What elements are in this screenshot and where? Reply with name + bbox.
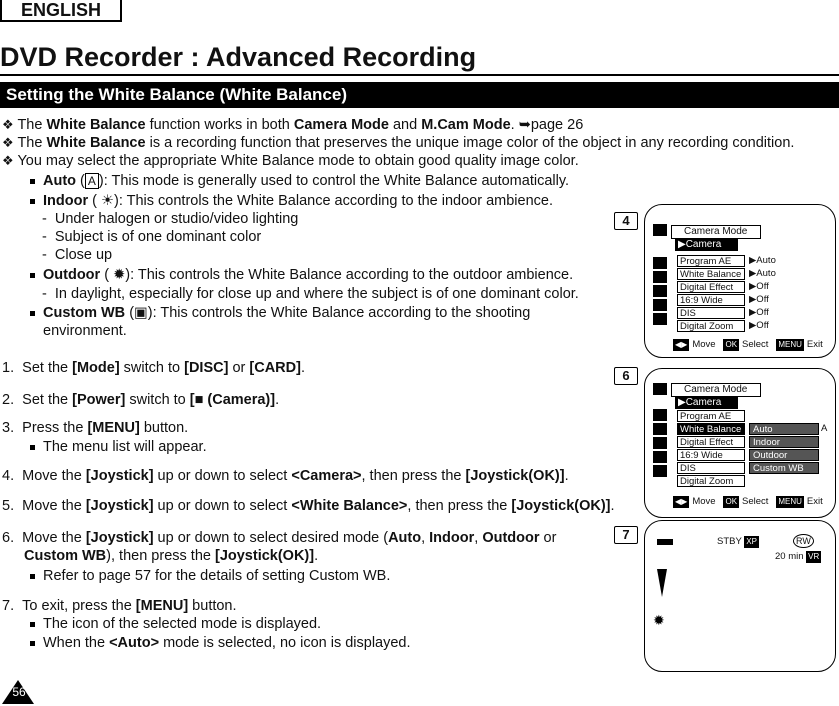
vr-badge: VR: [808, 552, 820, 561]
text: Refer to page 57 for the details of setting Custom WB.: [43, 568, 391, 584]
menu-footer: [673, 496, 823, 508]
disc-icon: [653, 285, 667, 297]
text-bold: Custom WB: [43, 305, 126, 321]
text-bold: [■ (Camera)]: [189, 392, 276, 408]
text-bold: Auto: [43, 173, 77, 189]
text: Under halogen or studio/video lighting: [54, 211, 299, 227]
arrow-shape: [657, 569, 667, 597]
text: When the: [43, 635, 110, 651]
text-bold: [DISC]: [184, 360, 229, 376]
square-bullet-icon: [30, 179, 35, 184]
step-5: [2, 497, 615, 515]
step-1: [2, 359, 305, 377]
text-bold: [Joystick]: [85, 498, 154, 514]
square-bullet-icon: [30, 574, 35, 579]
menu-item: Digital Zoom: [677, 475, 745, 487]
text-bold: [Power]: [72, 392, 126, 408]
text-bold: Indoor: [43, 193, 89, 209]
battery-icon: [657, 539, 673, 545]
menu-item: DIS: [677, 462, 745, 474]
indoor-bulb-icon: ☀: [101, 193, 114, 209]
text: .: [610, 498, 615, 514]
text: or: [228, 360, 250, 376]
menu-value: ▶Off: [749, 281, 769, 292]
move-key: ◀▶: [675, 340, 688, 349]
text: up or down to select: [153, 468, 292, 484]
intro-line-1: [2, 116, 583, 134]
text-bold: Outdoor: [43, 267, 101, 283]
step-6-sub: [30, 567, 390, 585]
status-stby: [717, 536, 762, 548]
diamond-bullet-icon: ❖: [2, 153, 14, 168]
wb-option: Indoor: [749, 436, 819, 448]
text: Move: [692, 339, 716, 350]
text: mode is selected, no icon is displayed.: [159, 635, 411, 651]
menu-header: Camera Mode: [671, 383, 761, 397]
step-number: 5.: [2, 498, 15, 514]
square-bullet-icon: [30, 445, 35, 450]
text: or: [539, 530, 557, 546]
menu-item: Digital Effect: [677, 436, 745, 448]
menu-item: Digital Zoom: [677, 320, 745, 332]
step-7-sub-1: [30, 615, 321, 633]
text: ): This controls the White Balance according to the shooting: [147, 305, 531, 321]
menu-key: MENU: [778, 497, 802, 506]
text-bold: Custom WB: [24, 548, 107, 564]
text: , then press the: [361, 468, 466, 484]
display-panel-7: [644, 520, 836, 672]
step-number: 7.: [2, 598, 15, 614]
page-title: DVD Recorder : Advanced Recording: [0, 40, 839, 76]
menu-value: ▶Off: [749, 307, 769, 318]
text-bold: Auto: [388, 530, 422, 546]
text-bold: [CARD]: [249, 360, 301, 376]
move-key: ◀▶: [675, 497, 688, 506]
text: ): This controls the White Balance according to the indoor ambience.: [114, 193, 553, 209]
text: Set the: [22, 392, 73, 408]
step-4: [2, 467, 569, 485]
text: ), then press the: [106, 548, 215, 564]
text-bold: Indoor: [429, 530, 475, 546]
text: To exit, press the: [22, 598, 136, 614]
text-bold: [Joystick(OK)]: [465, 468, 565, 484]
step-7-sub-2: [30, 634, 411, 652]
step-3: [2, 419, 188, 437]
page-number: 56: [12, 685, 26, 699]
tool-icon: [653, 451, 667, 463]
text: button.: [188, 598, 237, 614]
mode-custom: Custom WB (▣): This controls the White Balance according to the shooting: [30, 304, 530, 322]
camera-icon: [653, 224, 667, 236]
text: Move the: [22, 530, 86, 546]
sun-icon: ✹: [653, 613, 665, 629]
text-bold: Camera Mode: [293, 117, 389, 133]
settings-icon: [653, 423, 667, 435]
text: STBY: [717, 536, 742, 547]
text-bold: White Balance: [46, 135, 146, 151]
menu-item: Digital Effect: [677, 281, 745, 293]
camera-icon: [653, 383, 667, 395]
step-6: [2, 529, 556, 547]
square-bullet-icon: [30, 622, 35, 627]
step-number: 3.: [2, 420, 15, 436]
current-value: A: [821, 423, 828, 434]
language-tab: ENGLISH: [0, 0, 122, 22]
indoor-sub-3: - Close up: [42, 247, 113, 263]
text: .: [314, 548, 319, 564]
step-badge: 6: [614, 367, 638, 385]
text: ,: [474, 530, 483, 546]
custom-wb-icon: ▣: [134, 305, 148, 321]
menu-footer: [673, 339, 823, 351]
text: ): This controls the White Balance according to the outdoor ambience.: [125, 267, 574, 283]
text-bold: [MENU]: [87, 420, 140, 436]
text: Set the: [22, 360, 73, 376]
intro-line-3: [2, 152, 579, 170]
menu-item-selected: White Balance: [677, 423, 745, 435]
step-badge: 7: [614, 526, 638, 544]
menu-header: Camera Mode: [671, 225, 761, 239]
diamond-bullet-icon: ❖: [2, 135, 14, 150]
remaining-time: [775, 551, 824, 563]
menu-item: DIS: [677, 307, 745, 319]
gear-icon: [653, 313, 667, 325]
square-bullet-icon: [30, 199, 35, 204]
text: 20 min: [775, 551, 804, 562]
text: Select: [742, 339, 769, 350]
text: Move the: [22, 468, 86, 484]
settings-icon: [653, 271, 667, 283]
wb-option: Custom WB: [749, 462, 819, 474]
auto-icon: A: [85, 173, 99, 189]
step-number: 4.: [2, 468, 15, 484]
step-badge: 4: [614, 212, 638, 230]
text: Exit: [806, 496, 823, 507]
program-icon: [653, 257, 667, 269]
menu-value: ▶Off: [749, 294, 769, 305]
menu-item: 16:9 Wide: [677, 294, 745, 306]
text: Select: [742, 496, 769, 507]
step-6-cont: [24, 547, 318, 565]
menu-selected: ▶Camera: [675, 239, 738, 251]
text: switch to: [125, 392, 190, 408]
text-bold: <White Balance>: [291, 498, 408, 514]
text: up or down to select desired mode (: [153, 530, 389, 546]
pointer-arrow-icon: [651, 569, 675, 629]
menu-value: ▶Off: [749, 320, 769, 331]
step-number: 2.: [2, 392, 15, 408]
text-bold: <Auto>: [109, 635, 160, 651]
menu-item: Program AE: [677, 410, 745, 422]
outdoor-sub-1: - In daylight, especially for close up and where the subject is of one dominant color.: [42, 286, 579, 302]
wb-option: Outdoor: [749, 449, 819, 461]
ok-key: OK: [725, 340, 738, 349]
step-3-sub: [30, 438, 207, 456]
tool-icon: [653, 299, 667, 311]
text: ): This mode is generally used to control the White Balance automatically.: [98, 173, 570, 189]
step-2: [2, 391, 279, 409]
outdoor-sun-icon: ✹: [113, 267, 126, 283]
square-bullet-icon: [30, 273, 35, 278]
text: The menu list will appear.: [43, 439, 207, 455]
intro-line-2: [2, 134, 794, 152]
text: The: [17, 135, 47, 151]
text: .: [300, 360, 305, 376]
program-icon: [653, 409, 667, 421]
text: In daylight, especially for close up and where the subject is of one dominant color.: [54, 286, 579, 302]
text: The: [17, 117, 47, 133]
square-bullet-icon: [30, 641, 35, 646]
text-bold: [Joystick(OK)]: [511, 498, 611, 514]
text-bold: [Joystick(OK)]: [214, 548, 315, 564]
text: Move: [692, 496, 716, 507]
text: Press the: [22, 420, 88, 436]
text-bold: [Joystick]: [85, 530, 154, 546]
diamond-bullet-icon: ❖: [2, 117, 14, 132]
text: and: [388, 117, 422, 133]
text: is a recording function that preserves the unique image color of the object in any recording condition.: [145, 135, 795, 151]
text: ,: [421, 530, 430, 546]
section-title: Setting the White Balance (White Balance): [0, 82, 839, 108]
xp-badge: XP: [746, 537, 757, 546]
text: function works in both: [145, 117, 294, 133]
square-bullet-icon: [30, 311, 35, 316]
menu-item: 16:9 Wide: [677, 449, 745, 461]
text: Exit: [806, 339, 823, 350]
step-number: 1.: [2, 360, 15, 376]
text-bold: <Camera>: [291, 468, 362, 484]
text: up or down to select: [153, 498, 292, 514]
mode-indoor: Indoor ( ☀): This controls the White Balance according to the indoor ambience.: [30, 192, 553, 210]
indoor-sub-1: - Under halogen or studio/video lighting: [42, 211, 299, 227]
text: The icon of the selected mode is displayed.: [43, 616, 322, 632]
text: button.: [139, 420, 189, 436]
text-bold: [MENU]: [135, 598, 189, 614]
text: Close up: [54, 247, 113, 263]
step-7: [2, 597, 237, 615]
menu-value: ▶Auto: [749, 268, 776, 279]
disc-icon: [653, 437, 667, 449]
text-bold: Outdoor: [482, 530, 540, 546]
menu-selected: ▶Camera: [675, 397, 738, 409]
menu-value: ▶Auto: [749, 255, 776, 266]
text-bold: M.Cam Mode: [421, 117, 511, 133]
text: , then press the: [407, 498, 512, 514]
menu-panel-4: [644, 204, 836, 358]
mode-auto: Auto ( A ): This mode is generally used to control the White Balance automatically.: [30, 172, 569, 190]
step-number: 6.: [2, 530, 15, 546]
text: .: [564, 468, 569, 484]
text: Move the: [22, 498, 86, 514]
menu-panel-6: [644, 368, 836, 518]
menu-item: Program AE: [677, 255, 745, 267]
gear-icon: [653, 465, 667, 477]
text: .: [275, 392, 280, 408]
custom-desc-cont: environment.: [43, 323, 127, 339]
menu-key: MENU: [778, 340, 802, 349]
ok-key: OK: [725, 497, 738, 506]
text: Subject is of one dominant color: [54, 229, 262, 245]
wb-option: Auto: [749, 423, 819, 435]
text-bold: [Mode]: [72, 360, 120, 376]
text: switch to: [119, 360, 185, 376]
rw-disc-icon: RW: [793, 534, 814, 548]
text: You may select the appropriate White Balance mode to obtain good quality image color.: [17, 153, 579, 169]
text: . ➥page 26: [510, 117, 584, 133]
mode-outdoor: Outdoor ( ✹): This controls the White Balance according to the outdoor ambience.: [30, 266, 573, 284]
text-bold: White Balance: [46, 117, 146, 133]
menu-item: White Balance: [677, 268, 745, 280]
indoor-sub-2: - Subject is of one dominant color: [42, 229, 262, 245]
text-bold: [Joystick]: [85, 468, 154, 484]
